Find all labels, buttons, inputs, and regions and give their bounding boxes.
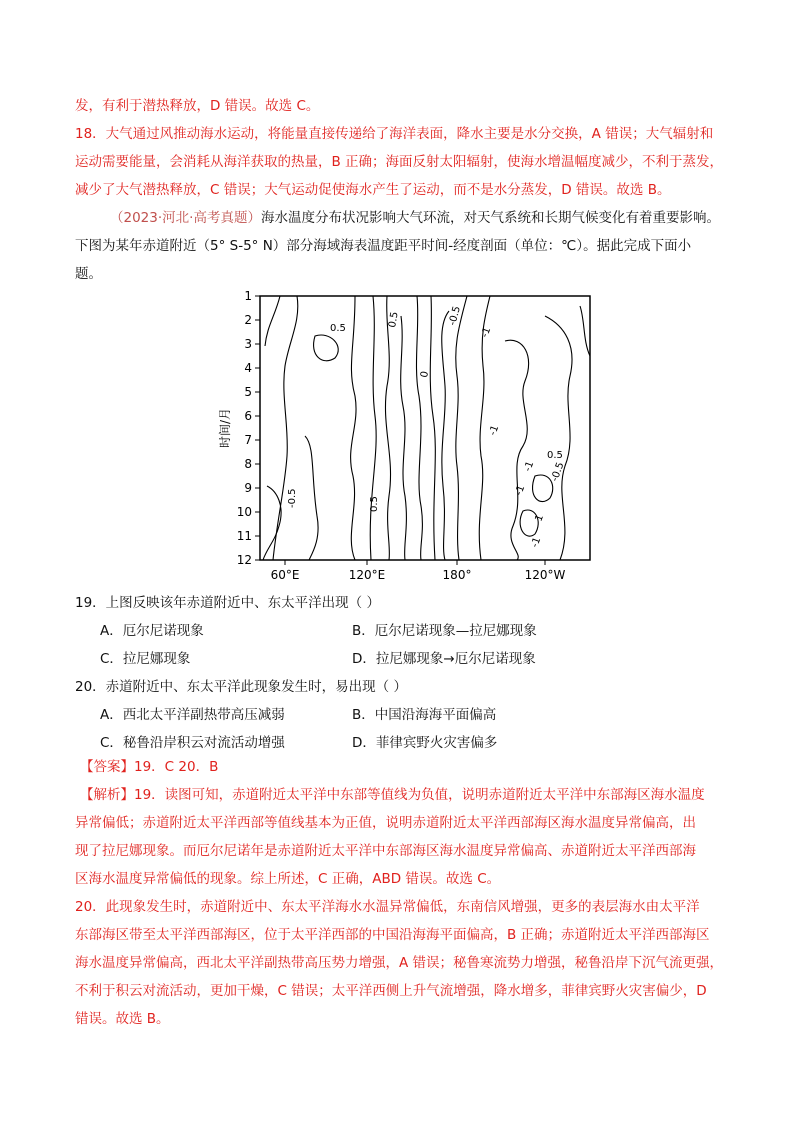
analysis-line-3: 现了拉尼娜现象。而厄尔尼诺年是赤道附近太平洋中东部海区海水温度异常偏高、赤道附近太平洋西部海 bbox=[75, 843, 696, 859]
contour-label: 1 bbox=[533, 513, 546, 524]
month-tick-label: 10 bbox=[236, 505, 252, 519]
q19-option-b[interactable]: B．厄尔尼诺现象—拉尼娜现象 bbox=[352, 623, 537, 639]
month-axis bbox=[237, 289, 260, 567]
contour-label: 0.5 bbox=[547, 450, 563, 461]
sst-anomaly-contour-figure bbox=[205, 286, 600, 586]
contour-label: 0 bbox=[419, 370, 432, 379]
contour-line bbox=[351, 296, 356, 560]
analysis-line-6: 东部海区带至太平洋西部海区，位于太平洋西部的中国沿海海平面偏高，B 正确；赤道附近太平洋西部海区 bbox=[75, 927, 710, 943]
contour-label: -0.5 bbox=[287, 488, 298, 508]
contour-line bbox=[430, 296, 435, 560]
longitude-axis bbox=[271, 560, 566, 582]
contour-labels bbox=[287, 305, 566, 549]
contour-label: -1 bbox=[487, 423, 502, 438]
month-tick-label: 7 bbox=[244, 433, 252, 447]
longitude-tick-label: 180° bbox=[442, 568, 472, 582]
contour-label: -1 bbox=[513, 483, 528, 498]
contour-line bbox=[545, 316, 572, 560]
contour-label: 0.5 bbox=[330, 323, 346, 334]
contour-line bbox=[265, 296, 280, 346]
q20-option-d[interactable]: D．菲律宾野火灾害偏多 bbox=[352, 735, 498, 751]
q18-explanation-line-2: 运动需要能量，会消耗从海洋获取的热量，B 正确；海面反射太阳辐射，使海水增温幅度减少，不利于蒸发， bbox=[75, 154, 724, 170]
month-tick-label: 11 bbox=[236, 529, 252, 543]
q19-option-c[interactable]: C．拉尼娜现象 bbox=[100, 651, 191, 667]
contour-line bbox=[442, 311, 449, 560]
question-stem-text: 海水温度分布状况影响大气环流，对天气系统和长期气候变化有着重要影响。 bbox=[260, 210, 720, 226]
month-tick-label: 5 bbox=[244, 385, 252, 399]
month-tick-label: 6 bbox=[244, 409, 252, 423]
contour-line bbox=[370, 296, 376, 560]
contour-label: -1 bbox=[522, 459, 537, 474]
q18-explanation-line-1: 18．大气通过风推动海水运动，将能量直接传递给了海洋表面，降水主要是水分交换，A 错误；大气辐射和 bbox=[75, 126, 714, 142]
q19-stem: 19．上图反映该年赤道附近中、东太平洋出现（ ） bbox=[75, 595, 380, 611]
longitude-tick-label: 120°W bbox=[524, 568, 566, 582]
q20-option-a[interactable]: A．西北太平洋副热带高压减弱 bbox=[100, 707, 285, 723]
contour-line bbox=[305, 436, 318, 560]
contour-line bbox=[401, 316, 407, 560]
q20-stem: 20．赤道附近中、东太平洋此现象发生时，易出现（ ） bbox=[75, 679, 407, 695]
question-stem-line-2: 下图为某年赤道附近（5° S-5° N）部分海域海表温度距平时间-经度剖面（单位：℃）。据此完成下面小 bbox=[75, 238, 692, 254]
month-tick-label: 12 bbox=[236, 553, 252, 567]
question-source: （2023·河北·高考真题） bbox=[110, 210, 261, 226]
month-tick-label: 8 bbox=[244, 457, 252, 471]
month-tick-label: 1 bbox=[244, 289, 252, 303]
q19-option-a[interactable]: A．厄尔尼诺现象 bbox=[100, 623, 204, 639]
contour-line bbox=[505, 340, 529, 560]
contour-line bbox=[385, 296, 390, 560]
month-tick-label: 2 bbox=[244, 313, 252, 327]
y-axis-title: 时间/月 bbox=[218, 407, 232, 449]
contour-label: 0.5 bbox=[369, 496, 380, 512]
analysis-line-8: 不利于积云对流活动，更加干燥，C 错误；太平洋西侧上升气流增强，降水增多，菲律宾野火灾害偏少，D bbox=[75, 983, 707, 999]
analysis-line-4: 区海水温度异常偏低的现象。综上所述，C 正确，ABD 错误。故选 C。 bbox=[75, 871, 501, 887]
contour-label: -1 bbox=[479, 325, 494, 340]
contour-label: 0.5 bbox=[387, 310, 401, 329]
question-stem-line-1 bbox=[110, 208, 720, 228]
q20-option-c[interactable]: C．秘鲁沿岸积云对流活动增强 bbox=[100, 735, 285, 751]
contour-line bbox=[456, 296, 467, 560]
analysis-line-2: 异常偏低；赤道附近太平洋西部等值线基本为正值，说明赤道附近太平洋西部海区海水温度异常偏高，出 bbox=[75, 815, 696, 831]
analysis-line-1: 【解析】19．读图可知，赤道附近太平洋中东部等值线为负值，说明赤道附近太平洋中东部海区海水温度 bbox=[80, 787, 705, 803]
analysis-line-7: 海水温度异常偏高，西北太平洋副热带高压势力增强，A 错误；秘鲁寒流势力增强，秘鲁沿岸下沉气流更强， bbox=[75, 955, 724, 971]
q20-option-b[interactable]: B．中国沿海海平面偏高 bbox=[352, 707, 497, 723]
contour-label: -0.5 bbox=[447, 305, 463, 327]
contour-line bbox=[580, 306, 590, 356]
contour-closed bbox=[314, 335, 339, 361]
analysis-line-9: 错误。故选 B。 bbox=[75, 1011, 170, 1027]
month-tick-label: 9 bbox=[244, 481, 252, 495]
longitude-tick-label: 60°E bbox=[270, 568, 300, 582]
q18-explanation-line-3: 减少了大气潜热释放，C 错误；大气运动促使海水产生了运动，而不是水分蒸发，D 错误。故选 B。 bbox=[75, 182, 671, 198]
contour-label: -0.5 bbox=[549, 460, 567, 484]
prev-explanation-tail: 发，有利于潜热释放，D 错误。故选 C。 bbox=[75, 98, 320, 114]
answer-line: 【答案】19．C 20．B bbox=[80, 759, 219, 775]
analysis-line-5: 20．此现象发生时，赤道附近中、东太平洋海水水温异常偏低，东南信风增强，更多的表层海水由太平洋 bbox=[75, 899, 700, 915]
contour-chart bbox=[205, 286, 600, 586]
longitude-tick-label: 120°E bbox=[348, 568, 386, 582]
month-tick-label: 3 bbox=[244, 337, 252, 351]
contour-line bbox=[273, 296, 298, 560]
contour-line bbox=[416, 296, 422, 560]
question-stem-line-3: 题。 bbox=[75, 266, 102, 282]
month-tick-label: 4 bbox=[244, 361, 252, 375]
contour-label: -1 bbox=[529, 535, 544, 550]
q19-option-d[interactable]: D．拉尼娜现象→厄尔尼诺现象 bbox=[352, 651, 536, 667]
